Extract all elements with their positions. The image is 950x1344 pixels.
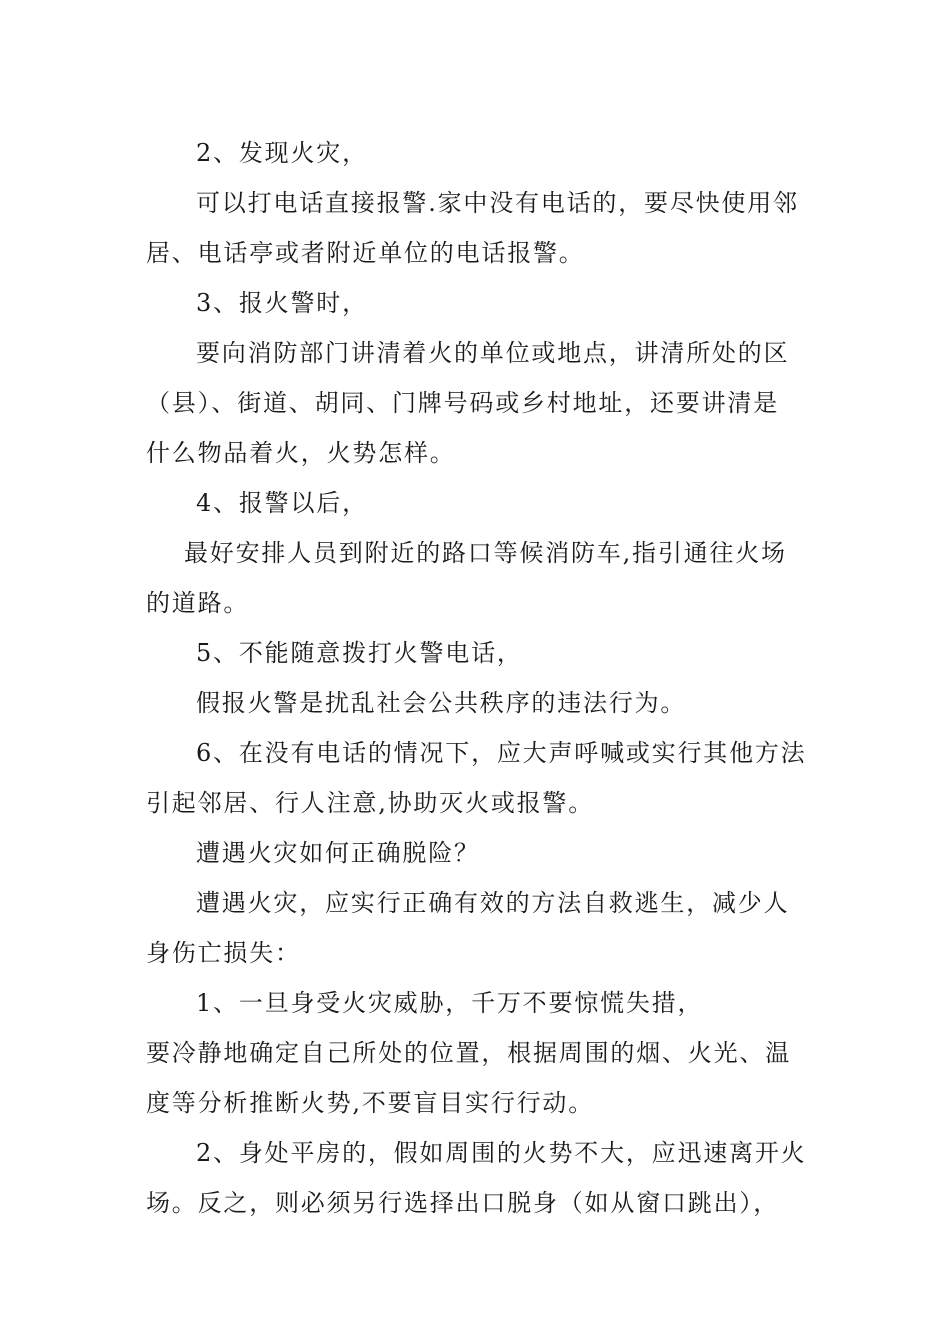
text-line: 要向消防部门讲清着火的单位或地点，讲清所处的区: [196, 339, 790, 367]
paragraph-self-rescue: [146, 878, 810, 978]
paragraph-no-false-calls: [146, 628, 860, 678]
paragraph-judge-fire: [146, 1028, 810, 1128]
text-line: 2、身处平房的，假如周围的火势不大，应迅速离开火: [196, 1139, 807, 1167]
paragraph-bungalow-escape: [146, 1128, 810, 1228]
paragraph-no-phone: [146, 728, 810, 828]
text-line: 什么物品着火，火势怎样。: [146, 439, 456, 467]
text-line: 假报火警是扰乱社会公共秩序的违法行为。: [196, 689, 687, 717]
text-line: 3、报火警时，: [196, 289, 368, 317]
paragraph-when-reporting: [146, 278, 860, 328]
paragraph-call-alarm: [146, 178, 810, 278]
paragraph-false-alarm-illegal: [146, 678, 860, 728]
text-line: 身伤亡损失：: [146, 939, 301, 967]
text-line: 5、不能随意拨打火警电话，: [196, 639, 523, 667]
text-line: 场。反之，则必须另行选择出口脱身（如从窗口跳出），: [146, 1189, 779, 1217]
text-line: 最好安排人员到附近的路口等候消防车,指引通往火场: [184, 539, 787, 567]
text-line: 遭遇火灾如何正确脱险？: [196, 839, 480, 867]
text-line: 6、在没有电话的情况下，应大声呼喊或实行其他方法: [196, 739, 807, 767]
section-heading-escape: [146, 828, 860, 878]
text-line: 居、电话亭或者附近单位的电话报警。: [146, 239, 585, 267]
text-line: 引起邻居、行人注意,协助灭火或报警。: [146, 789, 595, 817]
text-line: 2、发现火灾，: [196, 139, 368, 167]
paragraph-guide-truck: [146, 528, 810, 628]
paragraph-report-fire: [146, 128, 860, 178]
text-line: 可以打电话直接报警.家中没有电话的，要尽快使用邻: [196, 189, 799, 217]
text-line: 的道路。: [146, 589, 250, 617]
text-line: 4、报警以后，: [196, 489, 368, 517]
text-line: 度等分析推断火势,不要盲目实行行动。: [146, 1089, 595, 1117]
text-line: （县）、街道、胡同、门牌号码或乡村地址，还要讲清是: [146, 389, 779, 417]
text-line: 要冷静地确定自己所处的位置，根据周围的烟、火光、温: [146, 1039, 791, 1067]
paragraph-after-reporting: [146, 478, 860, 528]
paragraph-tell-location: [146, 328, 810, 478]
paragraph-stay-calm: [146, 978, 860, 1028]
text-line: 遭遇火灾，应实行正确有效的方法自救逃生，减少人: [196, 889, 790, 917]
text-line: 1、一旦身受火灾威胁，千万不要惊慌失措，: [196, 989, 704, 1017]
